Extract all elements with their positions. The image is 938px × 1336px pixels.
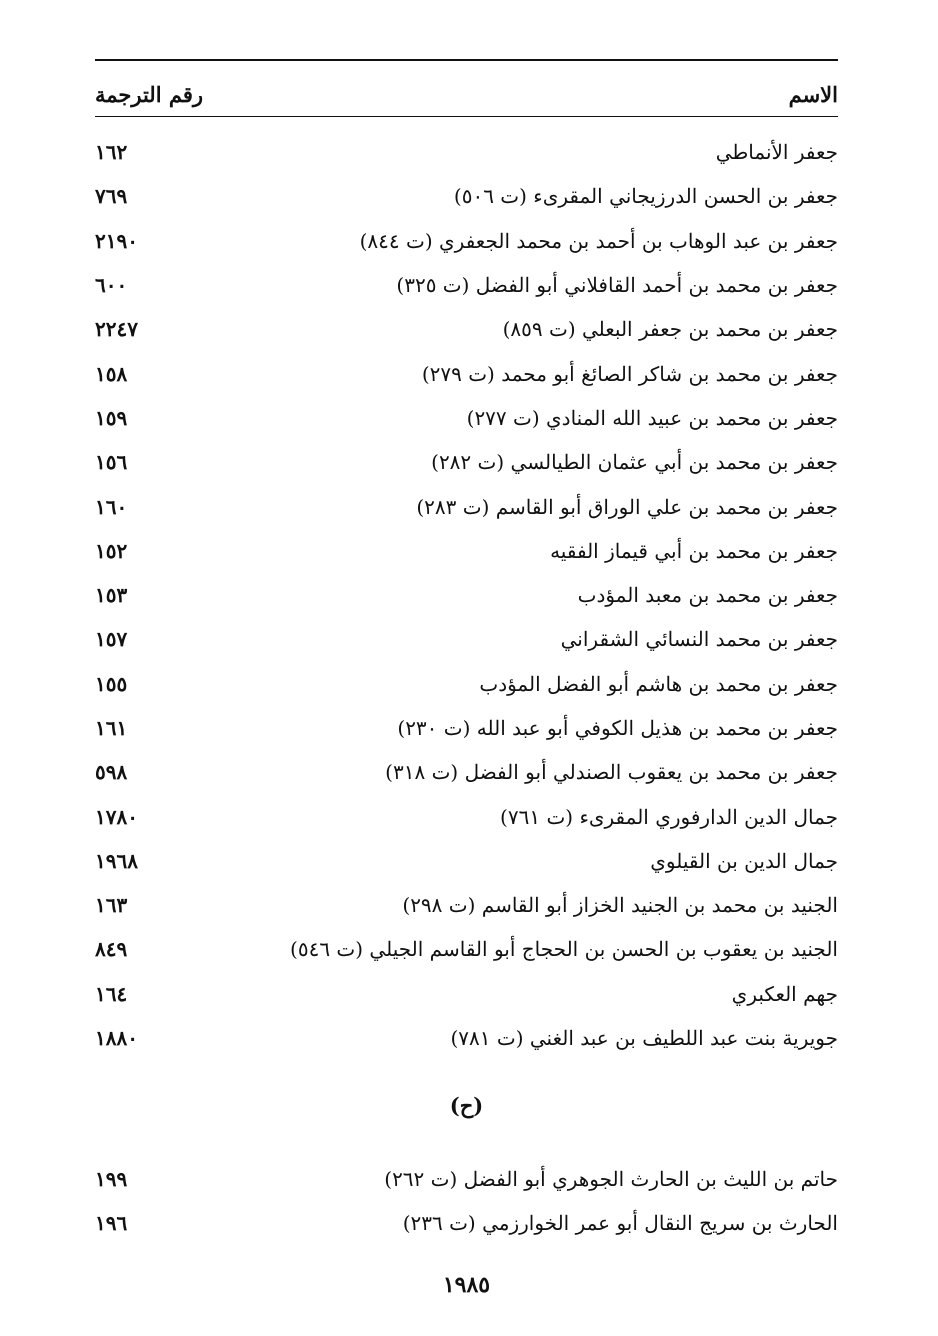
entry-name: جعفر بن محمد بن أبي قيماز الفقيه (550, 538, 838, 563)
entry-number: ١٦٤ (95, 981, 128, 1006)
top-rule (95, 59, 838, 61)
entry-number: ١٩٦ (95, 1211, 128, 1236)
entry-number: ١٥٢ (95, 538, 128, 563)
list-item (95, 927, 838, 971)
entry-name: جمال الدين الدارفوري المقرىء (ت ٧٦١) (500, 804, 838, 829)
entry-number: ١٩٦٨ (95, 848, 138, 873)
entry-name: الحارث بن سريج النقال أبو عمر الخوارزمي (ت ٢٣٦) (402, 1211, 838, 1236)
entry-name: جويرية بنت عبد اللطيف بن عبد الغني (ت ٧٨١) (450, 1026, 838, 1051)
entry-number: ٢١٩٠ (95, 228, 138, 253)
entry-number: ١٦٢ (95, 140, 128, 165)
index-page (95, 0, 838, 1336)
entry-name: جعفر بن محمد النسائي الشقراني (560, 627, 838, 652)
entry-name: جعفر بن الحسن الدرزيجاني المقرىء (ت ٥٠٦) (453, 184, 838, 209)
list-item (95, 1157, 838, 1201)
list-item (95, 750, 838, 794)
entry-number: ١٧٨٠ (95, 804, 138, 829)
list-item (95, 440, 838, 484)
entry-number: ١٦٠ (95, 494, 128, 519)
list-item (95, 130, 838, 174)
entry-number: ٥٩٨ (95, 760, 128, 785)
entry-name: جعفر بن عبد الوهاب بن أحمد بن محمد الجعفري (ت ٨٤٤) (359, 228, 838, 253)
list-item (95, 484, 838, 528)
entry-name: جعفر بن محمد بن شاكر الصائغ أبو محمد (ت ٢٧٩) (421, 361, 838, 386)
entry-number: ١٦١ (95, 716, 128, 740)
list-item (95, 794, 838, 838)
entry-name: جعفر بن محمد بن عبيد الله المنادي (ت ٢٧٧) (466, 405, 838, 430)
entry-name: الجنيد بن محمد بن الجنيد الخزاز أبو القاسم (ت ٢٩٨) (402, 893, 838, 918)
entry-name: جعفر بن محمد بن جعفر البعلي (ت ٨٥٩) (502, 317, 838, 342)
list-item (95, 839, 838, 883)
table-header (95, 76, 838, 112)
entry-number: ٧٦٩ (95, 184, 128, 209)
list-item (95, 1016, 838, 1060)
entry-name: جعفر بن محمد بن هاشم أبو الفضل المؤدب (479, 671, 838, 696)
list-item (95, 174, 838, 218)
list-item (95, 706, 838, 750)
list-item (95, 573, 838, 617)
entry-number: ١٩٩ (95, 1167, 128, 1192)
list-item (95, 972, 838, 1016)
list-item (95, 617, 838, 661)
entry-name: جعفر بن محمد بن معبد المؤدب (577, 583, 838, 608)
entry-number: ١٥٣ (95, 583, 128, 608)
list-item (95, 219, 838, 263)
section-heading: (ح) (449, 1093, 484, 1118)
header-number-label: رقم الترجمة (95, 81, 204, 107)
header-rule (95, 116, 838, 117)
entry-name: جعفر الأنماطي (715, 140, 838, 165)
list-item (95, 351, 838, 395)
list-item (95, 1201, 838, 1245)
entry-name: جعفر بن محمد بن أحمد القافلاني أبو الفضل (ت ٣٢٥) (396, 273, 838, 298)
section-entries-list (95, 1157, 838, 1246)
entry-name: حاتم بن الليث بن الحارث الجوهري أبو الفضل (ت ٢٦٢) (384, 1167, 838, 1192)
entry-name: جعفر بن محمد بن هذيل الكوفي أبو عبد الله (ت ٢٣٠) (397, 716, 838, 740)
header-name-label: الاسم (788, 81, 838, 107)
entry-name: جعفر بن محمد بن أبي عثمان الطيالسي (ت ٢٨٢) (431, 450, 838, 475)
entries-list (95, 130, 838, 1060)
entry-number: ٨٤٩ (95, 937, 128, 962)
page-number: ١٩٨٥ (442, 1272, 491, 1298)
list-item (95, 662, 838, 706)
entry-number: ١٦٣ (95, 893, 128, 918)
entry-name: الجنيد بن يعقوب بن الحسن بن الحجاج أبو القاسم الجيلي (ت ٥٤٦) (290, 937, 838, 962)
entry-number: ٦٠٠ (95, 273, 128, 298)
entry-number: ١٥٧ (95, 627, 128, 652)
entry-name: جمال الدين بن القيلوي (650, 848, 838, 873)
list-item (95, 883, 838, 927)
entry-number: ١٥٩ (95, 405, 128, 430)
list-item (95, 263, 838, 307)
entry-number: ١٨٨٠ (95, 1026, 138, 1051)
list-item (95, 307, 838, 351)
entry-number: ٢٢٤٧ (95, 317, 138, 342)
entry-name: جهم العكبري (731, 981, 838, 1006)
entry-name: جعفر بن محمد بن يعقوب الصندلي أبو الفضل (ت ٣١٨) (385, 760, 838, 785)
entry-number: ١٥٨ (95, 361, 128, 386)
list-item (95, 396, 838, 440)
entry-number: ١٥٦ (95, 450, 128, 475)
list-item (95, 529, 838, 573)
entry-number: ١٥٥ (95, 671, 128, 696)
entry-name: جعفر بن محمد بن علي الوراق أبو القاسم (ت ٢٨٣) (416, 494, 838, 519)
